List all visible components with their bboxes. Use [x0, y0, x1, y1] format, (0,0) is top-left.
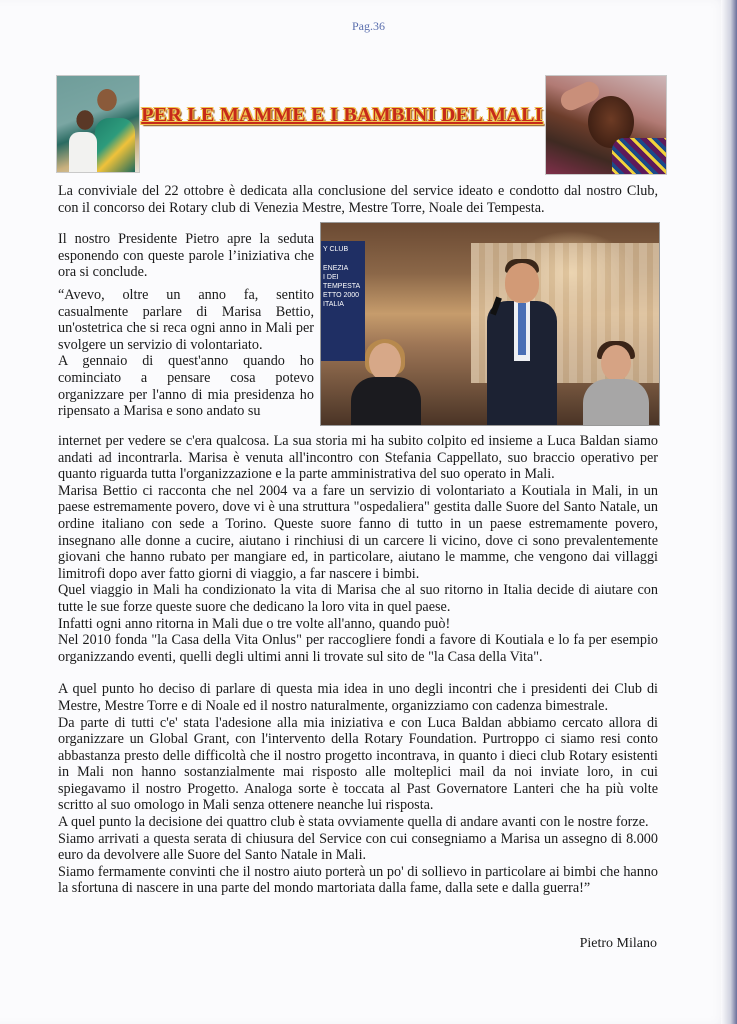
article-body-continued [58, 433, 658, 897]
photo-woman-left [351, 343, 421, 425]
photo-patterned-cloth [612, 138, 667, 175]
photo-speaker-event [320, 222, 660, 426]
photo-mother-and-child [56, 75, 140, 173]
article-paragraph-koutiala: Marisa Bettio ci racconta che nel 2004 va a fare un servizio di volontariato a Koutiala in Mali, in un paese estremamente povero, dove vi è una struttura "ospedaliera" gestita dalle Suore del Santo Natale, un ordine italiano con sede a Torino. Queste suore fanno di tutto in un paese estremamente povero, insegnano alle donne a cucire, aiutano i rinchiusi di un carcere li vicino, dove ci sono prevalentemente giovani che hanno rubato per mangiare ed, in particolare, aiutano le mamme, che vengono dai villaggi limitrofi dopo aver fatto giorni di viaggio, a far nascere i bimbi. [58, 482, 658, 582]
page-binding-edge [721, 0, 737, 1024]
article-paragraph-global-grant: Da parte di tutti c'e' stata l'adesione alla mia iniziativa e con Luca Baldan abbiamo cercato allora di organizzare un Global Grant, con l'intervento della Rotary Foundation. Purtroppo ci siamo resi conto abbastanza presto delle difficoltà che il nostro progetto incontrava, in quanto i dieci club Rotary esistenti in Mali non hanno sostanzialmente mai risposto alle molteplici mail da noi inviate loro, in cui spiegavamo il nostro Progetto. Analoga sorte è toccata al Past Governatore Lanteri che ha più volte scritto al suo omologo in Mali senza ottenere neanche lui risposta. [58, 714, 658, 814]
page-number: Pag.36 [352, 19, 385, 33]
article-paragraph-returns: Infatti ogni anno ritorna in Mali due o tre volte all'anno, quando può! [58, 615, 451, 632]
article-paragraph-decision: A quel punto la decisione dei quattro club è stata ovviamente quella di andare avanti con le nostre forze. [58, 814, 649, 831]
photo-child-vaccination [545, 75, 667, 175]
article-paragraph-onlus: Nel 2010 fonda "la Casa della Vita Onlus" per raccogliere fondi a favore di Koutiala e lo fa per esempio organizzando eventi, quelli degli ultimi anni li trovate sul sito de "la Casa della Vita". [58, 632, 658, 665]
photo-speaker [487, 263, 557, 425]
rotary-rollup-banner: Y CLUB ENEZIA I DEI TEMPESTA ETTO 2000 ITALIA [321, 241, 365, 361]
article-paragraph-presidents: A quel punto ho deciso di parlare di questa mia idea in uno degli incontri che i presidenti dei Club di Mestre, Mestre Torre e di Noale ed il nostro naturalmente, organizziamo con cadenza bimestrale. [58, 681, 658, 714]
article-paragraph-january: A gennaio di quest'anno quando ho cominciato a pensare cosa potevo organizzare per l'anno di mia presidenza ho ripensato a Marisa e sono andato su [58, 353, 314, 420]
article-paragraph-closing: Siamo fermamente convinti che il nostro aiuto porterà un po' di sollievo in particolare ai bimbi che hanno la sfortuna di nascere in una parte del mondo martoriata dalla fame, dalla sete e dalla guerra!” [58, 863, 658, 897]
article-title: PER LE MAMME E I BAMBINI DEL MALI [141, 104, 543, 126]
article-paragraph-journey: Quel viaggio in Mali ha condizionato la vita di Marisa che al suo ritorno in Italia decide di aiutare con tutte le sue forze queste suore che dedicano la loro vita in quel paese. [58, 582, 658, 615]
article-signature: Pietro Milano [579, 936, 657, 951]
article-paragraph-president: Il nostro Presidente Pietro apre la seduta esponendo con queste parole l’iniziativa che ora si conclude. [58, 231, 314, 281]
article-paragraph-internet: internet per vedere se c'era qualcosa. La sua storia mi ha subito colpito ed insieme a Luca Baldan siamo andati ad incontrarla. Marisa è venuta all'incontro con Stefania Cappellato, suo braccio operativo per quanto riguarda tutta l'organizzazione e la parte amministrativa del suo operato in Mali. [58, 433, 658, 483]
photo-woman-right [583, 341, 649, 425]
photo-child [69, 132, 97, 172]
article-paragraph-cheque: Siamo arrivati a questa serata di chiusura del Service con cui consegniamo a Marisa un assegno di 8.000 euro da devolvere alle Suore del Santo Natale in Mali. [58, 830, 658, 864]
article-paragraph-quote-start: “Avevo, oltre un anno fa, sentito casualmente parlare di Marisa Bettio, un'ostetrica che si reca ogni anno in Mali per svolgere un servizio di volontariato. [58, 287, 314, 353]
photo-mother-dress [95, 118, 135, 172]
article-quote-block [58, 287, 314, 420]
article-intro-paragraph: La conviviale del 22 ottobre è dedicata alla conclusione del service ideato e condotto dal nostro Club, con il concorso dei Rotary club di Venezia Mestre, Mestre Torre, Noale dei Tempesta. [58, 183, 658, 216]
